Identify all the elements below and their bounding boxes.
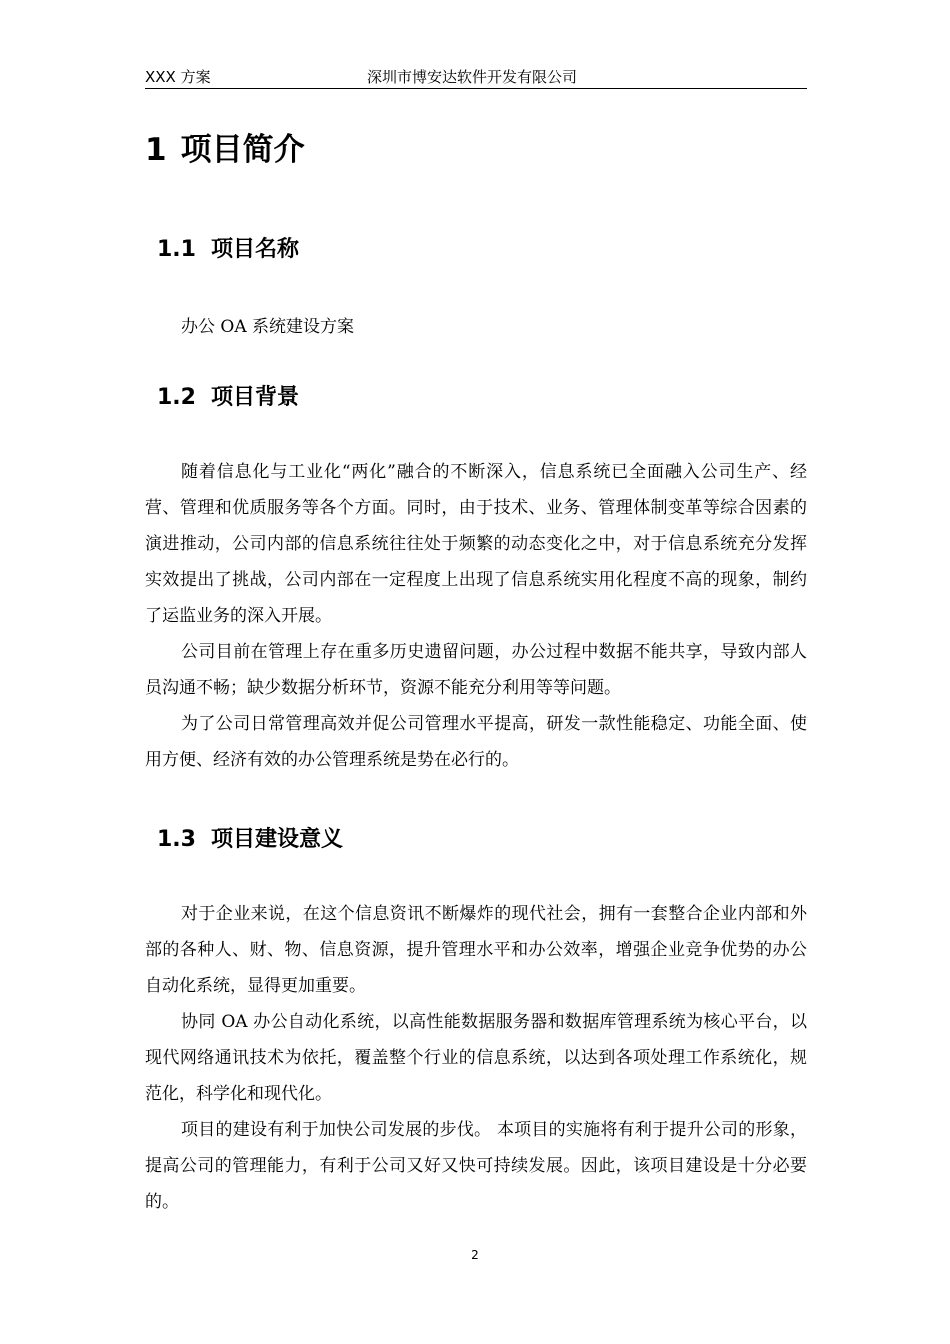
background-paragraph-1: 随着信息化与工业化“两化”融合的不断深入，信息系统已全面融入公司生产、经营、管理和优质服务等各个方面。同时，由于技术、业务、管理体制变革等综合因素的演进推动，公司内部的信息系统往往处于频繁的动态变化之中，对于信息系统充分发挥实效提出了挑战，公司内部在一定程度上出现了信息系统实用化程度不高的现象，制约了运监业务的深入开展。 <box>145 462 807 626</box>
chapter-number: 1 <box>145 132 167 168</box>
significance-paragraph-2: 协同 OA 办公自动化系统，以高性能数据服务器和数据库管理系统为核心平台，以现代网络通讯技术为依托，覆盖整个行业的信息系统，以达到各项处理工作系统化，规范化，科学化和现代化。 <box>145 1012 807 1104</box>
significance-paragraph-3: 项目的建设有利于加快公司发展的步伐。 本项目的实施将有利于提升公司的形象，提高公司的管理能力，有利于公司又好又快可持续发展。因此，该项目建设是十分必要的。 <box>145 1120 807 1212</box>
chapter-heading <box>145 124 305 169</box>
project-name-text: 办公 OA 系统建设方案 <box>181 317 355 337</box>
section-title: 项目名称 <box>211 237 300 262</box>
section-heading-1-2 <box>157 380 299 411</box>
document-title: XXX 方案 <box>145 68 211 86</box>
chapter-title: 项目简介 <box>180 132 305 168</box>
section-number: 1.1 <box>157 237 196 262</box>
background-paragraph-2: 公司目前在管理上存在重多历史遗留问题，办公过程中数据不能共享，导致内部人员沟通不畅；缺少数据分析环节，资源不能充分利用等等问题。 <box>145 642 807 698</box>
background-paragraph-3: 为了公司日常管理高效并促公司管理水平提高，研发一款性能稳定、功能全面、使用方便、经济有效的办公管理系统是势在必行的。 <box>145 714 807 770</box>
significance-paragraph-1: 对于企业来说，在这个信息资讯不断爆炸的现代社会，拥有一套整合企业内部和外部的各种人、财、物、信息资源，提升管理水平和办公效率，增强企业竞争优势的办公自动化系统，显得更加重要。 <box>145 904 807 996</box>
section-number: 1.2 <box>157 385 196 410</box>
section-heading-1-3 <box>157 822 343 853</box>
section-title: 项目背景 <box>211 385 300 410</box>
page-number: 2 <box>471 1248 479 1262</box>
company-name: 深圳市博安达软件开发有限公司 <box>367 68 578 86</box>
section-number: 1.3 <box>157 827 196 852</box>
page-header <box>145 64 807 89</box>
section-title: 项目建设意义 <box>211 827 344 852</box>
section-heading-1-1 <box>157 232 299 263</box>
